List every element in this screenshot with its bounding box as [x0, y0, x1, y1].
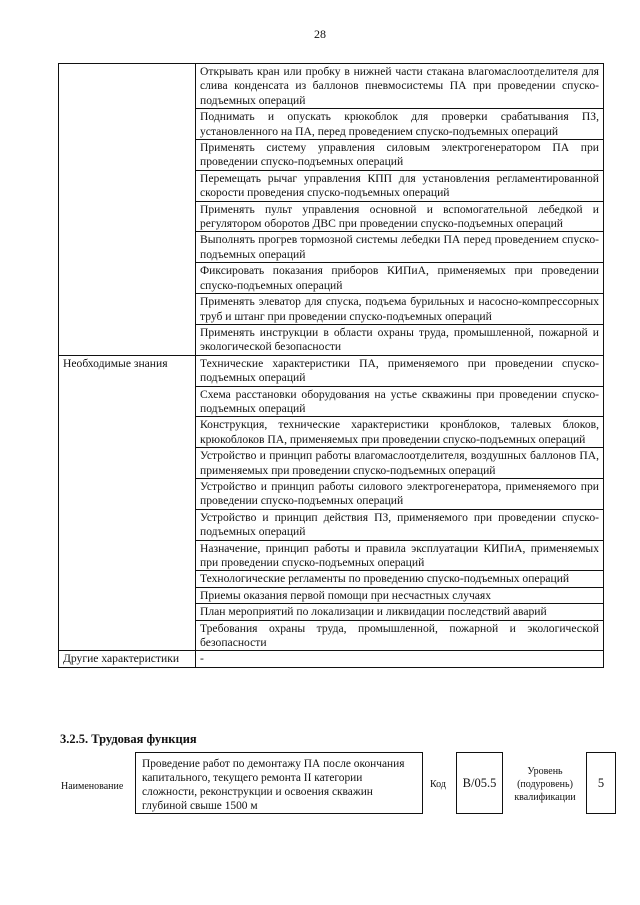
- group-label: [59, 64, 196, 356]
- table-cell: Назначение, принцип работы и правила эксплуатации КИПиА, применяемых при проведении спуско-подъемных операций: [196, 540, 604, 571]
- qualification-level-box: 5: [586, 752, 616, 814]
- table-row: [59, 355, 604, 386]
- table-cell: Открывать кран или пробку в нижней части стакана влагомаслоотделителя для слива конденсата из баллонов пневмосистемы ПА при проведении спуско-подъемных операций: [196, 64, 604, 109]
- table-cell: Технические характеристики ПА, применяемого при проведении спуско-подъемных операций: [196, 355, 604, 386]
- table-cell: Устройство и принцип работы влагомаслоотделителя, воздушных баллонов ПА, применяемых при проведении спуско-подъемных операций: [196, 448, 604, 479]
- table-cell: Технологические регламенты по проведению спуско-подъемных операций: [196, 571, 604, 587]
- code-box: B/05.5: [456, 752, 503, 814]
- table-cell: План мероприятий по локализации и ликвидации последствий аварий: [196, 604, 604, 620]
- section-title: 3.2.5. Трудовая функция: [60, 732, 197, 746]
- table-cell: -: [196, 651, 604, 667]
- table-cell: Применять пульт управления основной и вспомогательной лебедкой и регулятором оборотов ДВС при проведении спуско-подъемных операций: [196, 201, 604, 232]
- skills-knowledge-table: [58, 63, 604, 668]
- table-cell: Устройство и принцип работы силового электрогенератора, применяемого при проведении спуско-подъемных операций: [196, 478, 604, 509]
- table-cell: Фиксировать показания приборов КИПиА, применяемых при проведении спуско-подъемных операций: [196, 263, 604, 294]
- table-row: [59, 651, 604, 667]
- code-label: Код: [430, 779, 446, 790]
- function-name-box: Проведение работ по демонтажу ПА после окончания капитального, текущего ремонта II категории сложности, реконструкции и освоения скважин глубиной свыше 1500 м: [135, 752, 423, 814]
- table-row: [59, 64, 604, 109]
- table-cell: Поднимать и опускать крюкоблок для проверки срабатывания ПЗ, установленного на ПА, перед проведением спуско-подъемных операций: [196, 109, 604, 140]
- qualification-level-label: Уровень (подуровень) квалификации: [514, 766, 576, 803]
- table-cell: Устройство и принцип действия ПЗ, применяемого при проведении спуско-подъемных операций: [196, 509, 604, 540]
- table-cell: Приемы оказания первой помощи при несчастных случаях: [196, 587, 604, 603]
- page-number: 28: [314, 27, 326, 41]
- table-cell: Применять инструкции в области охраны труда, промышленной, пожарной и экологической безопасности: [196, 324, 604, 355]
- table-cell: Конструкция, технические характеристики кронблоков, талевых блоков, крюкоблоков ПА, применяемых при проведении спуско-подъемных операций: [196, 417, 604, 448]
- table-cell: Применять систему управления силовым электрогенератором ПА при проведении спуско-подъемных операций: [196, 140, 604, 171]
- group-label: Необходимые знания: [59, 355, 196, 651]
- table-cell: Требования охраны труда, промышленной, пожарной и экологической безопасности: [196, 620, 604, 651]
- group-label: Другие характеристики: [59, 651, 196, 667]
- table-cell: Выполнять прогрев тормозной системы лебедки ПА перед проведением спуско-подъемных операций: [196, 232, 604, 263]
- table-cell: Перемещать рычаг управления КПП для установления регламентированной скорости проведения спуско-подъемных операций: [196, 170, 604, 201]
- table-cell: Применять элеватор для спуска, подъема бурильных и насосно-компрессорных труб и штанг при проведении спуско-подъемных операций: [196, 294, 604, 325]
- table-cell: Схема расстановки оборудования на устье скважины при проведении спуско-подъемных операций: [196, 386, 604, 417]
- name-label: Наименование: [61, 781, 124, 792]
